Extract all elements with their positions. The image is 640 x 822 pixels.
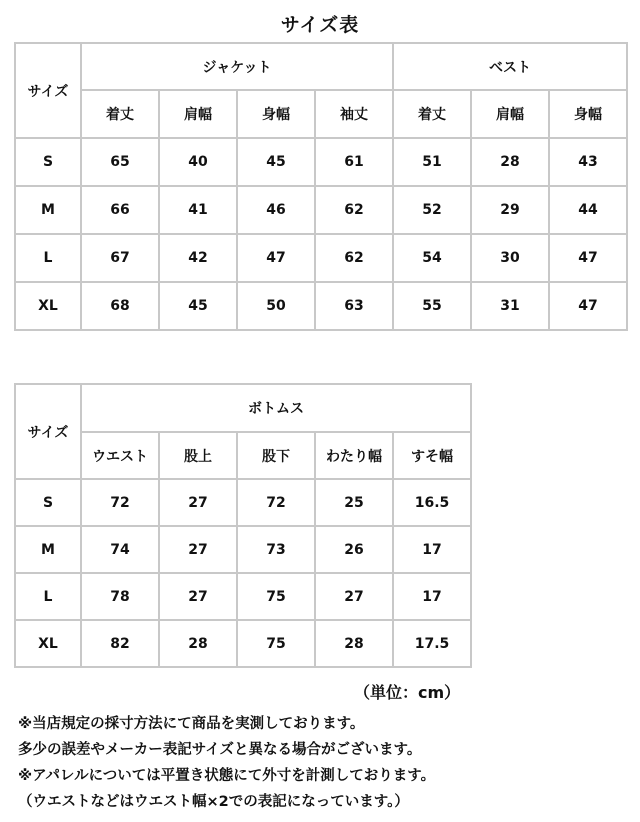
value-cell: 65: [81, 138, 159, 186]
value-cell: 82: [81, 620, 159, 667]
column-header: 股下: [237, 432, 315, 479]
value-cell: 47: [237, 234, 315, 282]
jacket-vest-size-table: [14, 42, 628, 331]
column-header: 身幅: [549, 90, 627, 138]
value-cell: 27: [159, 573, 237, 620]
table-row: [15, 138, 627, 186]
column-header: 袖丈: [315, 90, 393, 138]
value-cell: 29: [471, 186, 549, 234]
value-cell: 31: [471, 282, 549, 330]
value-cell: 61: [315, 138, 393, 186]
column-header: 肩幅: [159, 90, 237, 138]
bottoms-size-table: [14, 383, 472, 668]
jacket-group-header: ジャケット: [81, 43, 393, 90]
value-cell: 17: [393, 526, 471, 573]
column-header: ウエスト: [81, 432, 159, 479]
vest-group-header: ベスト: [393, 43, 627, 90]
size-cell: M: [15, 526, 81, 573]
value-cell: 74: [81, 526, 159, 573]
size-cell: XL: [15, 282, 81, 330]
note-line: （ウエストなどはウエスト幅×2での表記になっています。）: [18, 794, 409, 810]
value-cell: 28: [159, 620, 237, 667]
value-cell: 45: [159, 282, 237, 330]
size-cell: L: [15, 573, 81, 620]
value-cell: 40: [159, 138, 237, 186]
value-cell: 44: [549, 186, 627, 234]
note-line: 多少の誤差やメーカー表記サイズと異なる場合がございます。: [18, 742, 422, 758]
page-title: サイズ表: [280, 14, 360, 36]
value-cell: 51: [393, 138, 471, 186]
value-cell: 62: [315, 234, 393, 282]
value-cell: 30: [471, 234, 549, 282]
value-cell: 68: [81, 282, 159, 330]
table-row: [15, 234, 627, 282]
value-cell: 46: [237, 186, 315, 234]
value-cell: 16.5: [393, 479, 471, 526]
value-cell: 75: [237, 620, 315, 667]
value-cell: 45: [237, 138, 315, 186]
table-row: [15, 620, 471, 667]
column-header: 着丈: [81, 90, 159, 138]
value-cell: 72: [81, 479, 159, 526]
column-header: すそ幅: [393, 432, 471, 479]
value-cell: 47: [549, 234, 627, 282]
table-row: [15, 573, 471, 620]
value-cell: 41: [159, 186, 237, 234]
value-cell: 43: [549, 138, 627, 186]
value-cell: 67: [81, 234, 159, 282]
value-cell: 47: [549, 282, 627, 330]
value-cell: 63: [315, 282, 393, 330]
value-cell: 26: [315, 526, 393, 573]
value-cell: 75: [237, 573, 315, 620]
value-cell: 78: [81, 573, 159, 620]
column-header: 肩幅: [471, 90, 549, 138]
value-cell: 50: [237, 282, 315, 330]
table-row: [15, 479, 471, 526]
column-header: わたり幅: [315, 432, 393, 479]
column-header: 身幅: [237, 90, 315, 138]
size-header: サイズ: [15, 43, 81, 138]
column-header: 着丈: [393, 90, 471, 138]
note-line: ※アパレルについては平置き状態にて外寸を計測しております。: [18, 768, 436, 784]
value-cell: 55: [393, 282, 471, 330]
size-cell: S: [15, 479, 81, 526]
size-cell: S: [15, 138, 81, 186]
value-cell: 66: [81, 186, 159, 234]
value-cell: 17: [393, 573, 471, 620]
value-cell: 27: [315, 573, 393, 620]
table-row: [15, 186, 627, 234]
value-cell: 52: [393, 186, 471, 234]
bottoms-group-header: ボトムス: [81, 384, 471, 432]
value-cell: 27: [159, 526, 237, 573]
value-cell: 42: [159, 234, 237, 282]
table-row: [15, 282, 627, 330]
size-cell: L: [15, 234, 81, 282]
value-cell: 54: [393, 234, 471, 282]
value-cell: 28: [315, 620, 393, 667]
unit-label: （単位：cm）: [354, 683, 461, 702]
value-cell: 72: [237, 479, 315, 526]
value-cell: 28: [471, 138, 549, 186]
value-cell: 62: [315, 186, 393, 234]
value-cell: 17.5: [393, 620, 471, 667]
table-row: [15, 526, 471, 573]
value-cell: 27: [159, 479, 237, 526]
size-cell: XL: [15, 620, 81, 667]
size-header: サイズ: [15, 384, 81, 479]
column-header: 股上: [159, 432, 237, 479]
value-cell: 25: [315, 479, 393, 526]
value-cell: 73: [237, 526, 315, 573]
note-line: ※当店規定の採寸方法にて商品を実測しております。: [18, 716, 365, 732]
size-cell: M: [15, 186, 81, 234]
